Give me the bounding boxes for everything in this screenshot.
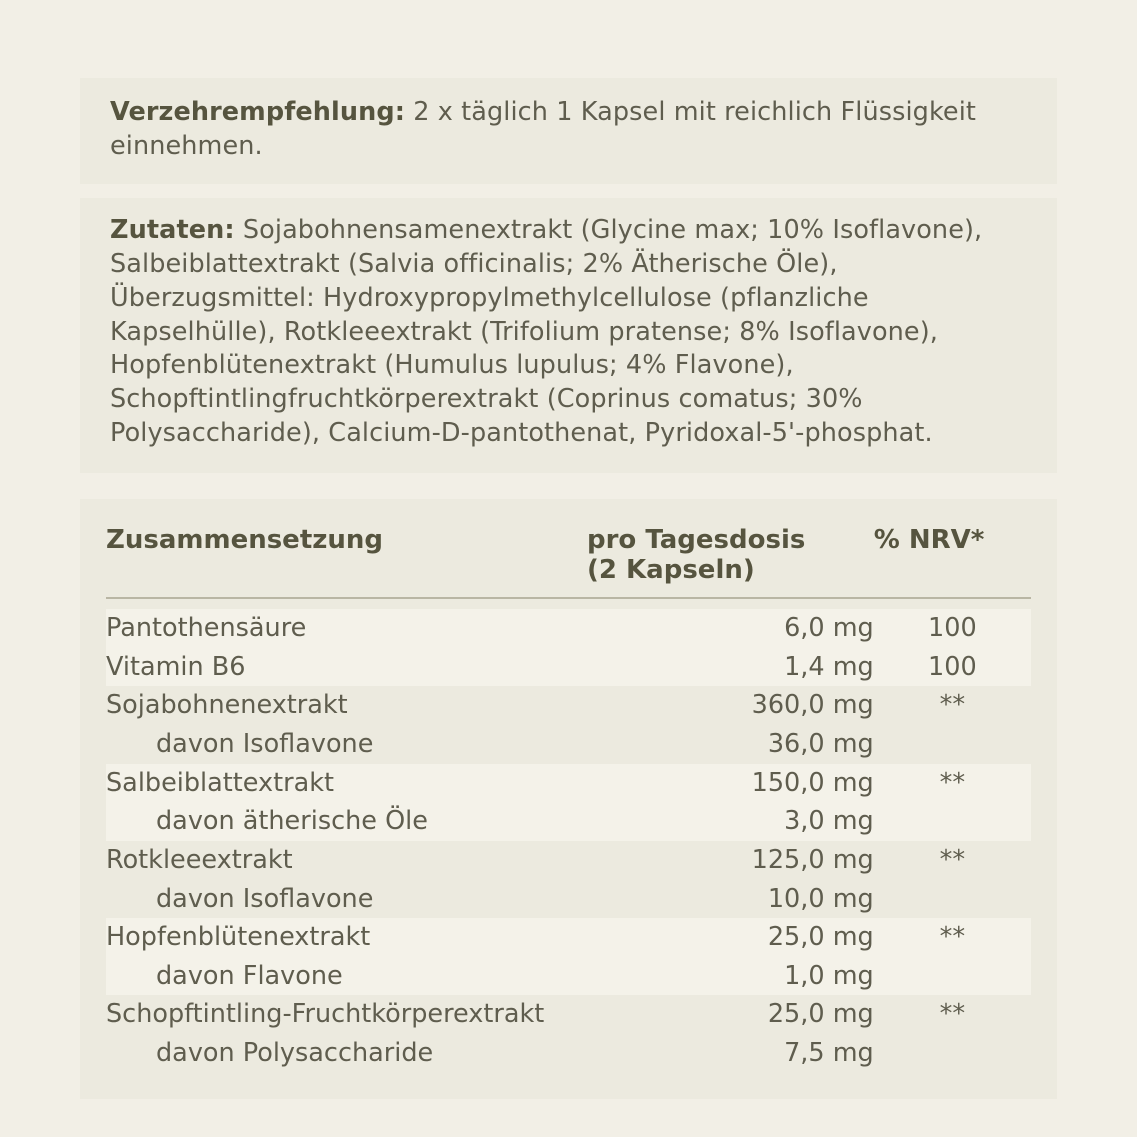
ingredients-text [110,214,1027,451]
row-nrv: ** [939,690,966,721]
row-label: davon ätherische Öle [106,802,587,841]
row-daily-dose: 10,0 mg [767,883,874,914]
row-nrv: ** [874,764,1031,803]
composition-table-header [106,525,1031,609]
table-row [106,880,1031,919]
consumption-recommendation-label: Verzehrempfehlung: [110,97,406,127]
row-daily-dose: 25,0 mg [767,999,874,1030]
column-header-daily-dose-line2: (2 Kapseln) [587,555,755,586]
row-label: Schopftintling-Fruchtkörperextrakt [106,999,545,1030]
row-label: Pantothensäure [106,609,587,648]
consumption-recommendation-body: 2 x täglich 1 Kapsel mit reichlich Flüssigkeit einnehmen. [110,97,976,161]
table-row [106,764,1031,803]
column-header-composition: Zusammensetzung [106,525,384,556]
row-nrv: 100 [874,609,1031,648]
table-row [106,725,1031,764]
row-nrv: ** [939,999,966,1030]
row-daily-dose: 6,0 mg [587,609,874,648]
row-label: Rotkleeextrakt [106,844,293,875]
row-nrv: 100 [874,648,1031,687]
row-nrv [874,1034,1031,1073]
row-label: davon Isoflavone [156,883,374,914]
ingredients-label: Zutaten: [110,214,235,245]
composition-table [106,525,1031,1073]
table-row [106,686,1031,725]
composition-table-body [106,609,1031,1073]
row-nrv [874,802,1031,841]
header-rule [106,597,1031,599]
row-daily-dose: 125,0 mg [751,844,874,875]
table-row [106,609,1031,648]
row-label: davon Polysaccharide [156,1038,434,1069]
table-row [106,841,1031,880]
row-daily-dose: 7,5 mg [784,1038,874,1069]
row-daily-dose: 360,0 mg [751,690,874,721]
row-nrv [874,880,1031,919]
row-daily-dose: 36,0 mg [767,729,874,760]
row-daily-dose: 150,0 mg [587,764,874,803]
ingredients-panel [80,198,1057,473]
row-daily-dose: 25,0 mg [587,918,874,957]
row-daily-dose: 1,0 mg [587,957,874,996]
column-header-nrv: % NRV* [873,525,985,556]
row-daily-dose: 3,0 mg [587,802,874,841]
consumption-recommendation-panel [80,78,1057,184]
row-label: Sojabohnenextrakt [106,690,348,721]
row-label: Hopfenblütenextrakt [106,918,587,957]
row-nrv: ** [874,918,1031,957]
row-label: davon Flavone [106,957,587,996]
ingredients-body: Sojabohnensamenextrakt (Glycine max; 10% Isoflavone), Salbeiblattextrakt (Salvia officinalis; 2% Ätherische Öle), Überzugsmittel: Hydroxypropylmethylcellulose (pflanzliche Kapselhülle), Rotkleeextrakt (Trifolium pratense; 8% Isoflavone), Hopfenblütenextrakt (Humulus lupulus; 4% Flavone), Schopftintlingfruchtkörperextrakt (Coprinus comatus; 30% Polysaccharide), Calcium-D-pantothenat, Pyridoxal-5'-phosphat. [110,214,983,449]
table-row [106,1034,1031,1073]
row-label: davon Isoflavone [156,729,374,760]
row-daily-dose: 1,4 mg [587,648,874,687]
consumption-recommendation-text [110,96,1027,164]
column-header-daily-dose-line1: pro Tagesdosis [587,525,806,556]
row-nrv [874,725,1031,764]
table-row [106,957,1031,996]
table-row [106,995,1031,1034]
header-rule-cell [106,589,1031,609]
table-row [106,802,1031,841]
row-nrv: ** [939,844,966,875]
row-label: Vitamin B6 [106,648,587,687]
row-label: Salbeiblattextrakt [106,764,587,803]
column-header-daily-dose [587,525,874,589]
row-nrv [874,957,1031,996]
table-row [106,648,1031,687]
table-row [106,918,1031,957]
composition-table-panel [80,499,1057,1099]
